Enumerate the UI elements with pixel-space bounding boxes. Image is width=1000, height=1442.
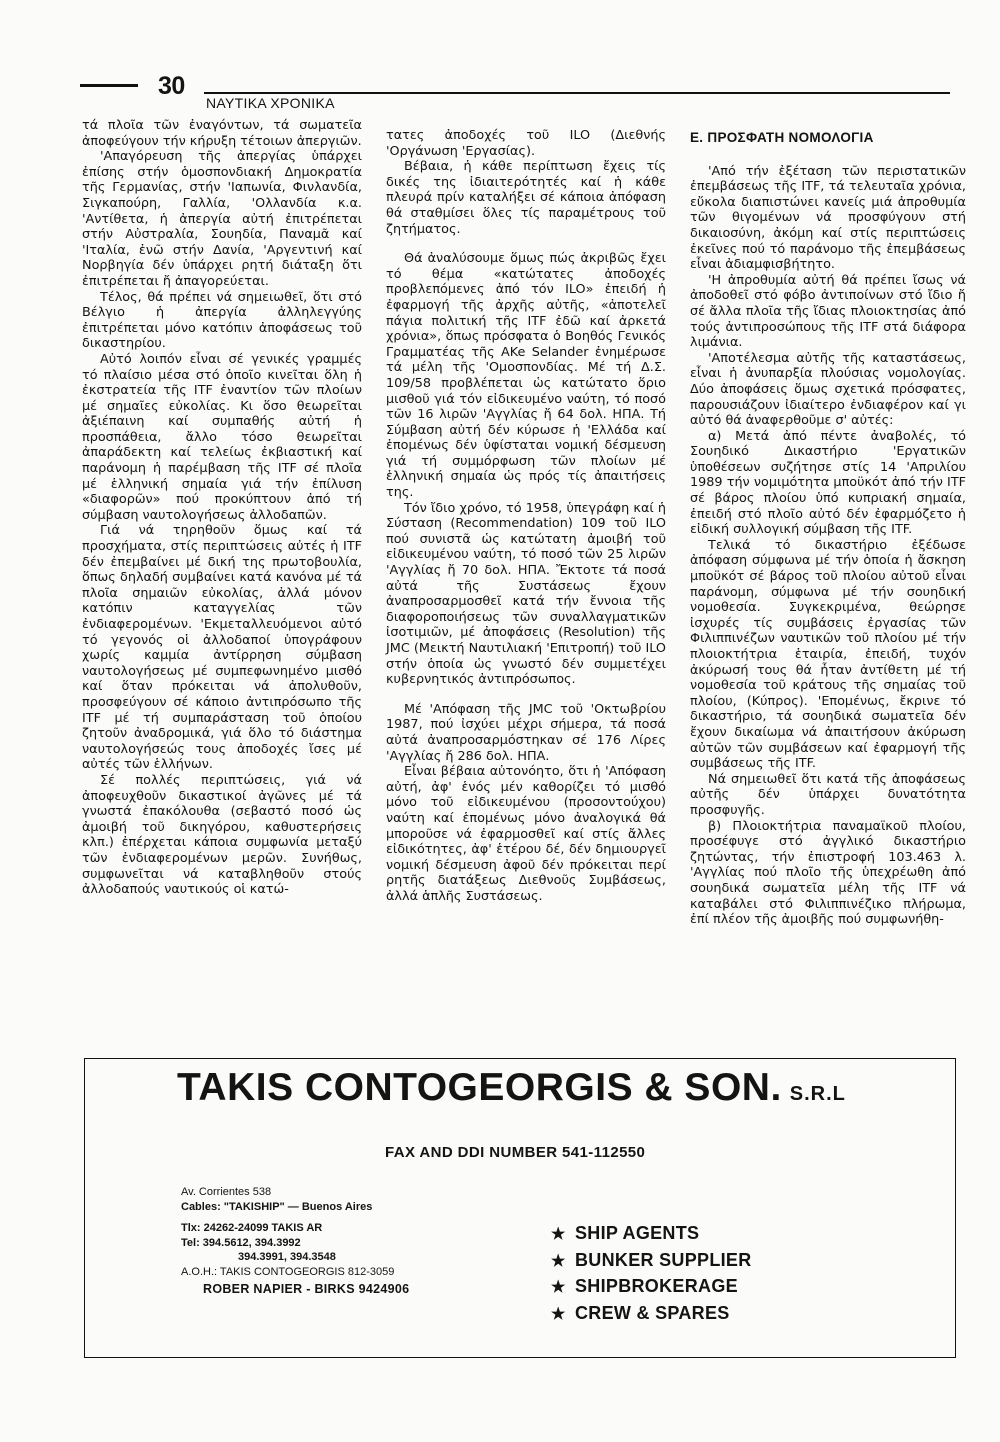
- paragraph: Γιά νά τηρηθοῦν ὅμως καί τά προσχήματα, στίς περιπτώσεις αὐτές ἡ ITF δέν ἐπεμβαίνει μέ δική της πρωτοβουλία, ὅπως δηλαδή συμβαίνει κατά κανόνα μέ τά πλοῖα σημαιῶν εὐκολίας, ἀλλά μόνον κατόπιν καταγγελίας τῶν ἐνδιαφερομένων. 'Εκμεταλλευόμενοι αὐτό τό γεγονός οἱ ἀλλοδαποί ὑπογράφουν χωρίς καμμία ἀντίρρηση σύμβαση ναυτολογήσεως μέ συμπεφωνημένο μισθό καί ὅταν πρόκειται νά ἀπολυθοῦν, προσφεύγουν σέ κάποιο ἀντιπρόσωπο τῆς ITF μέ τή συμπαράσταση τοῦ ὁποίου ζητοῦν ἀναδρομικά, γιά ὅλο τό διάστημα ναυτολογήσεώς τους ἀποδοχές ἴσες μέ αὐτές τῶν ἑλλήνων.: [82, 523, 362, 773]
- paragraph: Σέ πολλές περιπτώσεις, γιά νά ἀποφευχθοῦν δικαστικοί ἀγῶνες μέ τά γνωστά ἐπακόλουθα (σεβαστό ποσό ὡς ἀμοιβή τοῦ δικηγόρου, καθυστερήσεις κλπ.) ἐπέρχεται κάποια συμφωνία μεταξύ τῶν ἐνδιαφερομένων μερῶν. Συνήθως, συμφωνεῖται νά καταβληθοῦν στούς ἀλλοδαπούς ναυτικούς οἱ κατώ-: [82, 772, 362, 898]
- star-icon: ★: [551, 1305, 566, 1323]
- paragraph: Θά ἀναλύσουμε ὅμως πώς ἀκριβῶς ἔχει τό θέμα «κατώτατες ἀποδοχές προβλεπόμενες ἀπό τόν ILO» ἐπειδή ἡ ἐφαρμογή τῆς ἀρχῆς αὐτῆς, «ἀποτελεῖ πάγια πολιτική τῆς ITF ἐδῶ καί ἀρκετά χρόνια», ὅπως πρόσφατα ὁ Βοηθός Γενικός Γραμματέας τῆς AKe Selander ἐνημέρωσε τά μέλη τῆς 'Ομοσπονδίας. Μέ τή Δ.Σ. 109/58 προβλέπεται ὡς κατώτατο ὅριο μισθοῦ γιά τόν εἰδικευμένο ναύτη, τό ποσό τῶν 16 λιρῶν 'Αγγλίας ἤ 64 δολ. ΗΠΑ. Τή Σύμβαση αὐτή δέν κύρωσε ἡ 'Ελλάδα καί ἑπομένως δέν ὑφίσταται νομική δέσμευση γιά τή συμμόρφωση τῶν πλοίων μέ ἑλληνική σημαία ὡς πρός τίς ἀπαιτήσεις της.: [386, 251, 666, 501]
- magazine-title: ΝΑΥΤΙΚΑ ΧΡΟΝΙΚΑ: [206, 95, 335, 111]
- ad-company-name: [177, 1065, 846, 1117]
- service-label: SHIPBROKERAGE: [575, 1276, 738, 1296]
- article-column-3: [690, 128, 966, 928]
- company-suffix: S.R.L: [789, 1083, 846, 1105]
- star-icon: ★: [551, 1279, 566, 1296]
- service-item: [551, 1301, 752, 1328]
- ad-cables: Cables: "TAKISHIP" — Buenos Aires: [181, 1200, 373, 1213]
- service-item: [551, 1248, 752, 1275]
- service-label: SHIP AGENTS: [575, 1223, 700, 1243]
- paragraph: 'Η ἀπροθυμία αὐτή θά πρέπει ἴσως νά ἀποδοθεῖ στό φόβο ἀντιποίνων στό ἴδιο ἤ σέ ἄλλα πλοῖα τῆς ἴδιας πλοιοκτησίας ἀπό τούς ἀντιπροσώπους τῆς ITF στά διάφορα λιμάνια.: [690, 272, 966, 351]
- paragraph: 'Απαγόρευση τῆς ἀπεργίας ὑπάρχει ἐπίσης στήν ὁμοσπονδιακή Δημοκρατία τῆς Γερμανίας, στήν 'Ιαπωνία, Φινλανδία, Σιγκαπούρη, Γαλλία, 'Ολλανδία κ.α. 'Αντίθετα, ἡ ἀπεργία αὐτή ἐπιτρέπεται στήν Αὐστραλία, Σουηδία, Παναμᾶ καί 'Ιταλία, ἐνῶ στήν Δανία, 'Αργεντινή καί Νορβηγία δέν ὑπάρχει ρητή διάταξη ὅτι ἐπιτρέπεται ἤ ἀπαγορεύεται.: [82, 149, 362, 289]
- ad-aoh: A.O.H.: TAKIS CONTOGEORGIS 812-3059: [181, 1265, 395, 1278]
- ad-contact-block: [181, 1185, 409, 1297]
- star-icon: ★: [551, 1252, 566, 1270]
- company-name: TAKIS CONTOGEORGIS & SON.: [177, 1066, 782, 1109]
- ad-contact-person: ROBER NAPIER - BIRKS 9424906: [203, 1282, 410, 1296]
- page-number: 30: [158, 72, 185, 100]
- ad-tel: Tel: 394.5612, 394.3992: [181, 1236, 301, 1249]
- ad-tel-2: 394.3991, 394.3548: [238, 1251, 336, 1263]
- paragraph: Τόν ἴδιο χρόνο, τό 1958, ὑπεγράφη καί ἡ Σύσταση (Recommendation) 109 τοῦ ILO πού συνιστᾶ ὡς κατώτατη ἀμοιβή τοῦ εἰδικευμένου ναύτη, τό ποσό τῶν 25 λιρῶν 'Αγγλίας ἤ 70 δολ. ΗΠΑ. Ἔκτοτε τά ποσά αὐτά τῆς Συστάσεως ἔχουν ἀναπροσαρμοσθεῖ κατά τήν ἔννοια τῆς διαφοροποιήσεως τῶν συναλλαγματικῶν ἰσοτιμιῶν, μέ ἀποφάσεις (Resolution) τῆς JMC (Μεικτή Ναυτιλιακή 'Επιτροπή) τοῦ ILO στήν ὁποία ὡς γνωστό δέν συμμετέχει κυβερνητικός ἀντιπρόσωπος.: [386, 500, 666, 688]
- paragraph: τατες ἀποδοχές τοῦ ILO (Διεθνής 'Οργάνωση 'Εργασίας).: [386, 128, 666, 159]
- page-header: [80, 72, 950, 112]
- ad-address: Av. Corrientes 538: [181, 1186, 272, 1198]
- paragraph: Τελικά τό δικαστήριο ἐξέδωσε ἀπόφαση σύμφωνα μέ τήν ὁποία ἡ ἄσκηση μποϋκότ σέ βάρος τοῦ πλοίου αὐτοῦ εἶναι παράνομη, σύμφωνα μέ τήν σουηδική νομοθεσία. Συγκεκριμένα, θεώρησε ἰσχυρές τίς συμβάσεις ἐργασίας τῶν Φιλιππινέζων ναυτικῶν τοῦ πλοίου μέ τήν πλοιοκτήτρια ἑταιρία, ἐπειδή, τυχόν ἀκύρωσή τους θά ἦταν ἀντίθετη μέ τή νομοθεσία τοῦ κράτους τῆς σημαίας τοῦ πλοίου, (Κύπρος). 'Επομένως, ἔκρινε τό δικαστήριο, τά σουηδικά σωματεῖα δέν ἔχουν δικαίωμα νά ἀπαιτήσουν ἀκύρωση αὐτῶν τῶν συμβάσεων καί ἐφαρμογή τῆς συμβάσεως τῆς ITF.: [690, 537, 966, 772]
- ad-fax-line: FAX AND DDI NUMBER 541-112550: [385, 1144, 646, 1161]
- article-column-1: [82, 118, 362, 898]
- paragraph: τά πλοῖα τῶν ἐναγόντων, τά σωματεῖα ἀποφεύγουν τήν κήρυξη τέτοιων ἀπεργιῶν.: [82, 118, 362, 149]
- paragraph: 'Από τήν ἐξέταση τῶν περιστατικῶν ἐπεμβάσεως τῆς ITF, τά τελευταῖα χρόνια, εὔκολα διαπιστώνει κανείς μιά ἀπροθυμία τῶν θιγομένων νά προσφύγουν στή δικαιοσύνη, ἀκόμη καί στίς περιπτώσεις ἐκεῖνες πού τό παράνομο τῆς ἐπεμβάσεως εἶναι ἀδιαμφισβήτητο.: [690, 163, 966, 273]
- paragraph: Νά σημειωθεῖ ὅτι κατά τῆς ἀποφάσεως αὐτῆς δέν ὑπάρχει δυνατότητα προσφυγῆς.: [690, 771, 966, 818]
- ad-telex: Tlx: 24262-24099 TAKIS AR: [181, 1222, 323, 1234]
- paragraph: Βέβαια, ἡ κάθε περίπτωση ἔχεις τίς δικές της ἰδιαιτερότητές καί ἡ κάθε πλευρά πρίν καταλήξει σέ κάποια ἀπόφαση θά σταθμίσει ὅλες τίς παραμέτρους τοῦ ζητήματος.: [386, 159, 666, 237]
- paragraph: α) Μετά ἀπό πέντε ἀναβολές, τό Σουηδικό Δικαστήριο 'Εργατικῶν ὑποθέσεων συζήτησε στίς 14 'Απριλίου 1989 τήν νομιμότητα μποϋκότ ἀπό τήν ITF σέ βάρος πλοίου ὑπό κυπριακή σημαία, ἐπειδή στό πλοῖο αὐτό δέν ἐφαρμόζετο ἡ εἰδική συλλογική σύμβαση τῆς ITF.: [690, 428, 966, 538]
- service-label: BUNKER SUPPLIER: [575, 1249, 752, 1270]
- star-icon: ★: [551, 1226, 566, 1243]
- paragraph: Αὐτό λοιπόν εἶναι σέ γενικές γραμμές τό πλαίσιο μέσα στό ὁποῖο κινεῖται ὅλη ἡ ἐκστρατεία τῆς ITF ἐναντίον τῶν πλοίων μέ σημαῖες εὐκολίας. Κι ὅσο θεωρεῖται ἀξιέπαινη καί συμπαθής αὐτή ἡ προσπάθεια, ἄλλο τόσο θεωρεῖται ἀπαράδεκτη καί τελείως ἐκβιαστική καί παράνομη ἡ παρέμβαση τῆς ITF σέ πλοῖα μέ ἑλληνική σημαία γιά τήν ἐπίλυση «διαφορῶν» πού προκύπτουν ἀπό τή σύμβαση ναυτολογήσεως ἀλλοδαπῶν.: [82, 351, 362, 523]
- service-item: [551, 1221, 752, 1248]
- service-item: [551, 1274, 752, 1301]
- paragraph: Μέ 'Απόφαση τῆς JMC τοῦ 'Οκτωβρίου 1987, πού ἰσχύει μέχρι σήμερα, τά ποσά αὐτά ἀναπροσαρμόστηκαν σέ 176 Λίρες 'Αγγλίας ἤ 286 δολ. ΗΠΑ.: [386, 701, 666, 764]
- paragraph: β) Πλοιοκτήτρια παναμαϊκοῦ πλοίου, προσέφυγε στό ἀγγλικό δικαστήριο ζητώντας, τήν ἐπιστροφή 103.463 λ. 'Αγγλίας πού πλοῖο τῆς ὑπεχρέωθη ἀπό σουηδικά σωματεῖα μέλη τῆς ITF νά καταβάλει στό Φιλιππινέζικο πλήρωμα, ἐπί πλέον τῆς ἀμοιβῆς πού συμφωνήθη-: [690, 818, 966, 928]
- article-column-2: [386, 128, 666, 905]
- advertisement-box: [84, 1058, 956, 1358]
- paragraph: 'Αποτέλεσμα αὐτῆς τῆς καταστάσεως, εἶναι ἡ ἀνυπαρξία πλούσιας νομολογίας. Δύο ἀποφάσεις ὅμως σχετικά πρόσφατες, παρουσιάζουν ἰδιαίτερο ἐνδιαφέρον καί γι αὐτό θά ἀναφερθοῦμε σ' αὐτές:: [690, 350, 966, 429]
- paragraph: Τέλος, θά πρέπει νά σημειωθεῖ, ὅτι στό Βέλγιο ἡ ἀπεργία ἀλληλεγγύης ἐπιτρέπεται μόνο κατόπιν ἀποφάσεως τοῦ δικαστηρίου.: [82, 289, 362, 352]
- paragraph: Εἶναι βέβαια αὐτονόητο, ὅτι ἡ 'Απόφαση αὐτή, ἀφ' ἑνός μέν καθορίζει τό μισθό μόνο τοῦ εἰδικευμένου (προσοντούχου) ναύτη καί ἑπομένως μόνο ἀναλογικά θά μποροῦσε νά ἐφαρμοσθεῖ καί στίς ἄλλες εἰδικότητες, ἀφ' ἑτέρου δέ, δέν δημιουργεῖ νομική δέσμευση ἀφοῦ δέν πρόκειται περί ρητῆς διατάξεως Διεθνοῦς Συμβάσεως, ἀλλά ἁπλῆς Συστάσεως.: [386, 764, 666, 904]
- header-rule-left: [80, 84, 138, 87]
- section-heading: Ε. ΠΡΟΣΦΑΤΗ ΝΟΜΟΛΟΓΙΑ: [690, 130, 874, 145]
- ad-services-list: [551, 1221, 752, 1327]
- service-label: CREW & SPARES: [575, 1302, 730, 1323]
